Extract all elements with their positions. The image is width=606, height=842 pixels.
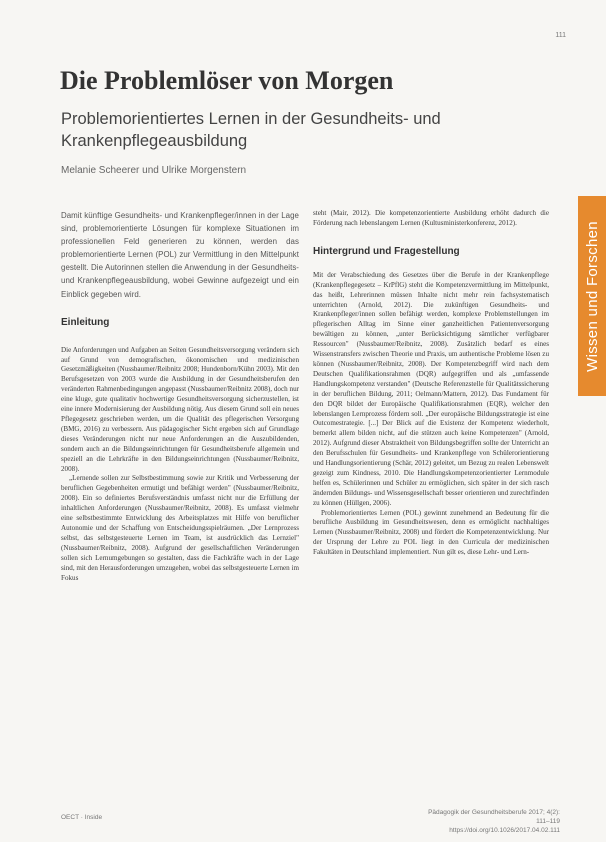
continued-paragraph: steht (Mair, 2012). Die kompetenzorientierte Ausbildung erhöht dadurch die Förderung nach lebenslangem Lernen (Kultusministerkonferenz, 2012).	[313, 209, 549, 227]
paragraph: Die Anforderungen und Aufgaben an Seiten Gesundheitsversorgung verändern sich auf Grund von demografischen, ökonomischen und medizinischen Gesetzmäßigkeiten (Nussbaumer/Reibnitz 2008; Hundenborn/Kühn 2003). Mit den Berufsgesetzen von 2003 wurde die Ausbildung in der Gesundheitsberufen den veränderten Rahmenbedingungen angepasst (Nussbaumer/Reibnitz 2008), doch nur eine kluge, gute qualitativ hochwertige Gesundheitsversorgung sicherzustellen, ist eine innere Modernisierung der Ausbildung nötig. Aus diesem Grund soll ein neues Pflegegesetz geschrieben werden, um die Qualität des pflegerischen Versorgung (BMG, 2016) zu verbessern. Aus pädagogischer Sicht ergeben sich auf Grundlage dieses Veränderungen nicht nur neue Anforderungen an die Auszubildenden, sondern auch an die Bildungseinrichtungen für Gesundheitsberufe allgemein und speziell an die Lehrkräfte in den Bildungseinrichtungen (Nussbaumer/Reibnitz, 2008).	[61, 345, 299, 473]
footer-doi: https://doi.org/10.1026/2017.04.02.111	[449, 827, 560, 834]
footer-citation	[420, 808, 560, 835]
authors: Melanie Scheerer und Ulrike Morgenstern	[61, 165, 247, 176]
section-heading-introduction: Einleitung	[61, 316, 110, 328]
section-heading-background: Hintergrund und Fragestellung	[313, 245, 460, 257]
footer-journal: OECT · Inside	[61, 814, 103, 821]
left-column	[61, 209, 299, 583]
paragraph: Mit der Verabschiedung des Gesetzes über die Berufe in der Krankenpflege (Krankenpflegegesetz – KrPflG) steht die Kompetenzvermittlung im Mittelpunkt, das heißt, Lehrerinnen müssen Inhalte nicht mehr rein fachsystematisch unterrichten (Arnold, 2012). Die zukünftigen Gesundheits- und Krankenpfleger/innen sollen befähigt werden, komplexe Problemstellungen im pflegerischen Alltag im Sinne einer ganzheitlichen Patientenversorgung bewältigen zu können, „unter Berücksichtigung sämtlicher verfügbarer Ressourcen" (Nussbaumer/Reibnitz, 2008). Zusätzlich bedarf es eines Wissenstransfers zwischen Theorie und Praxis, um authentische Probleme lösen zu können (Nussbaumer/Reibnitz, 2008). Der Kompetenzbegriff wird nach dem Deutschen Qualifikationsrahmen (DQR) aufgegriffen und als „umfassende Handlungskompetenz verstanden" (Deutsche Referenzstelle für Qualitätssicherung in der beruflichen Bildung, 2011; Oelmann/Mattern, 2012). Das Fundament für den DQR bildet der Europäische Qualifikationsrahmen (EQR), welcher den lebenslangen Lernprozess fördern soll. „Der europäische Bildungsstrategie ist eine Outcomestrategie. [...] Der Blick auf die Existenz der Kompetenz wiederholt, bemerkt allem bilden nicht, auf die stützen auch keine Kompetenzen" (Arnold, 2012). Aufgrund dieser Abstraktheit von Bildungsbegriffen sollte der Unterricht an den Berufsschulen für Gesundheits- und Krankenpflege von Schülerorientierung und Handlungsorientierung (Schär, 2012) geleitet, um Bezug zu realen Lebenswelt gezeigt zum Kindness, 2010. Die Handlungskompetenzorientierter Lernmodule helfen es, Schülerinnen und Schüler zu ermöglichen, sich später in der sich rasch ändernden Bildungs- und Wissensgesellschaft besser orientieren und zurechtfinden zu können (Hüllgen, 2006).	[313, 270, 549, 507]
footer-citation-line: Pädagogik der Gesundheitsberufe 2017; 4(2): 111–119	[428, 809, 560, 825]
page-number: 111	[555, 32, 566, 39]
article-subtitle: Problemorientiertes Lernen in der Gesundheits- und Krankenpflegeausbildung	[61, 110, 441, 150]
lead-paragraph: Damit künftige Gesundheits- und Krankenpfleger/innen in der Lage sind, problemorientierte Lösungen für komplexe Situationen im professionellen Feld generieren zu können, werden das problemorientierte Lernen (POL) zur Vermittlung in den Mittelpunkt gestellt. Die Autorinnen stellen die Anwendung in der Gesundheits- und Krankenpflegeausbildung, wobei Gewinne aufgezeigt und ein Einblick gegeben wird.	[61, 211, 299, 299]
paragraph: „Lernende sollen zur Selbstbestimmung sowie zur Kritik und Verbesserung der beruflichen Gegebenheiten ermutigt und befähigt werden" (Nussbaumer/Reibnitz, 2008). Ein so definiertes Berufsverständnis umfasst nicht nur die Erfüllung der inhaltlichen Anforderungen (Nussbaumer/Reibnitz, 2008). Es umfasst vielmehr eine selbstbestimmte Entwicklung des Arbeitsplatzes mit Hilfe von beruflicher Autonomie und der Schaffung von Entscheidungsspielräumen. „Der Lernprozess selbst, das selbstgesteuerte Lernen im Team, ist ausdrücklich das Lernziel" (Nussbaumer/Reibnitz, 2008). Aufgrund der gesellschaftlichen Veränderungen sollen sich Lernumgebungen so gestalten, dass die Fachkräfte wach in der Lage sind, mit den Herausforderungen umzugehen, wobei das selbstgesteuerte Lernen im Fokus	[61, 474, 299, 582]
paragraph: Problemorientiertes Lernen (POL) gewinnt zunehmend an Bedeutung für die berufliche Ausbildung im Gesundheitswesen, denn es ermöglicht nachhaltiges Lernen (Nussbaumer/Reibnitz, 2008) und fördert die Kompetenzentwicklung. Nur der Ursprung der Lehre zu POL liegt in den Curricula der medizinischen Fakultäten in Deutschland implementiert. Nun gilt es, diese Lehr- und Lern-	[313, 508, 549, 557]
article-title: Die Problemlöser von Morgen	[60, 66, 394, 95]
section-side-tab	[578, 196, 606, 396]
right-column	[313, 209, 549, 558]
side-tab-label: Wissen und Forschen	[583, 220, 601, 372]
